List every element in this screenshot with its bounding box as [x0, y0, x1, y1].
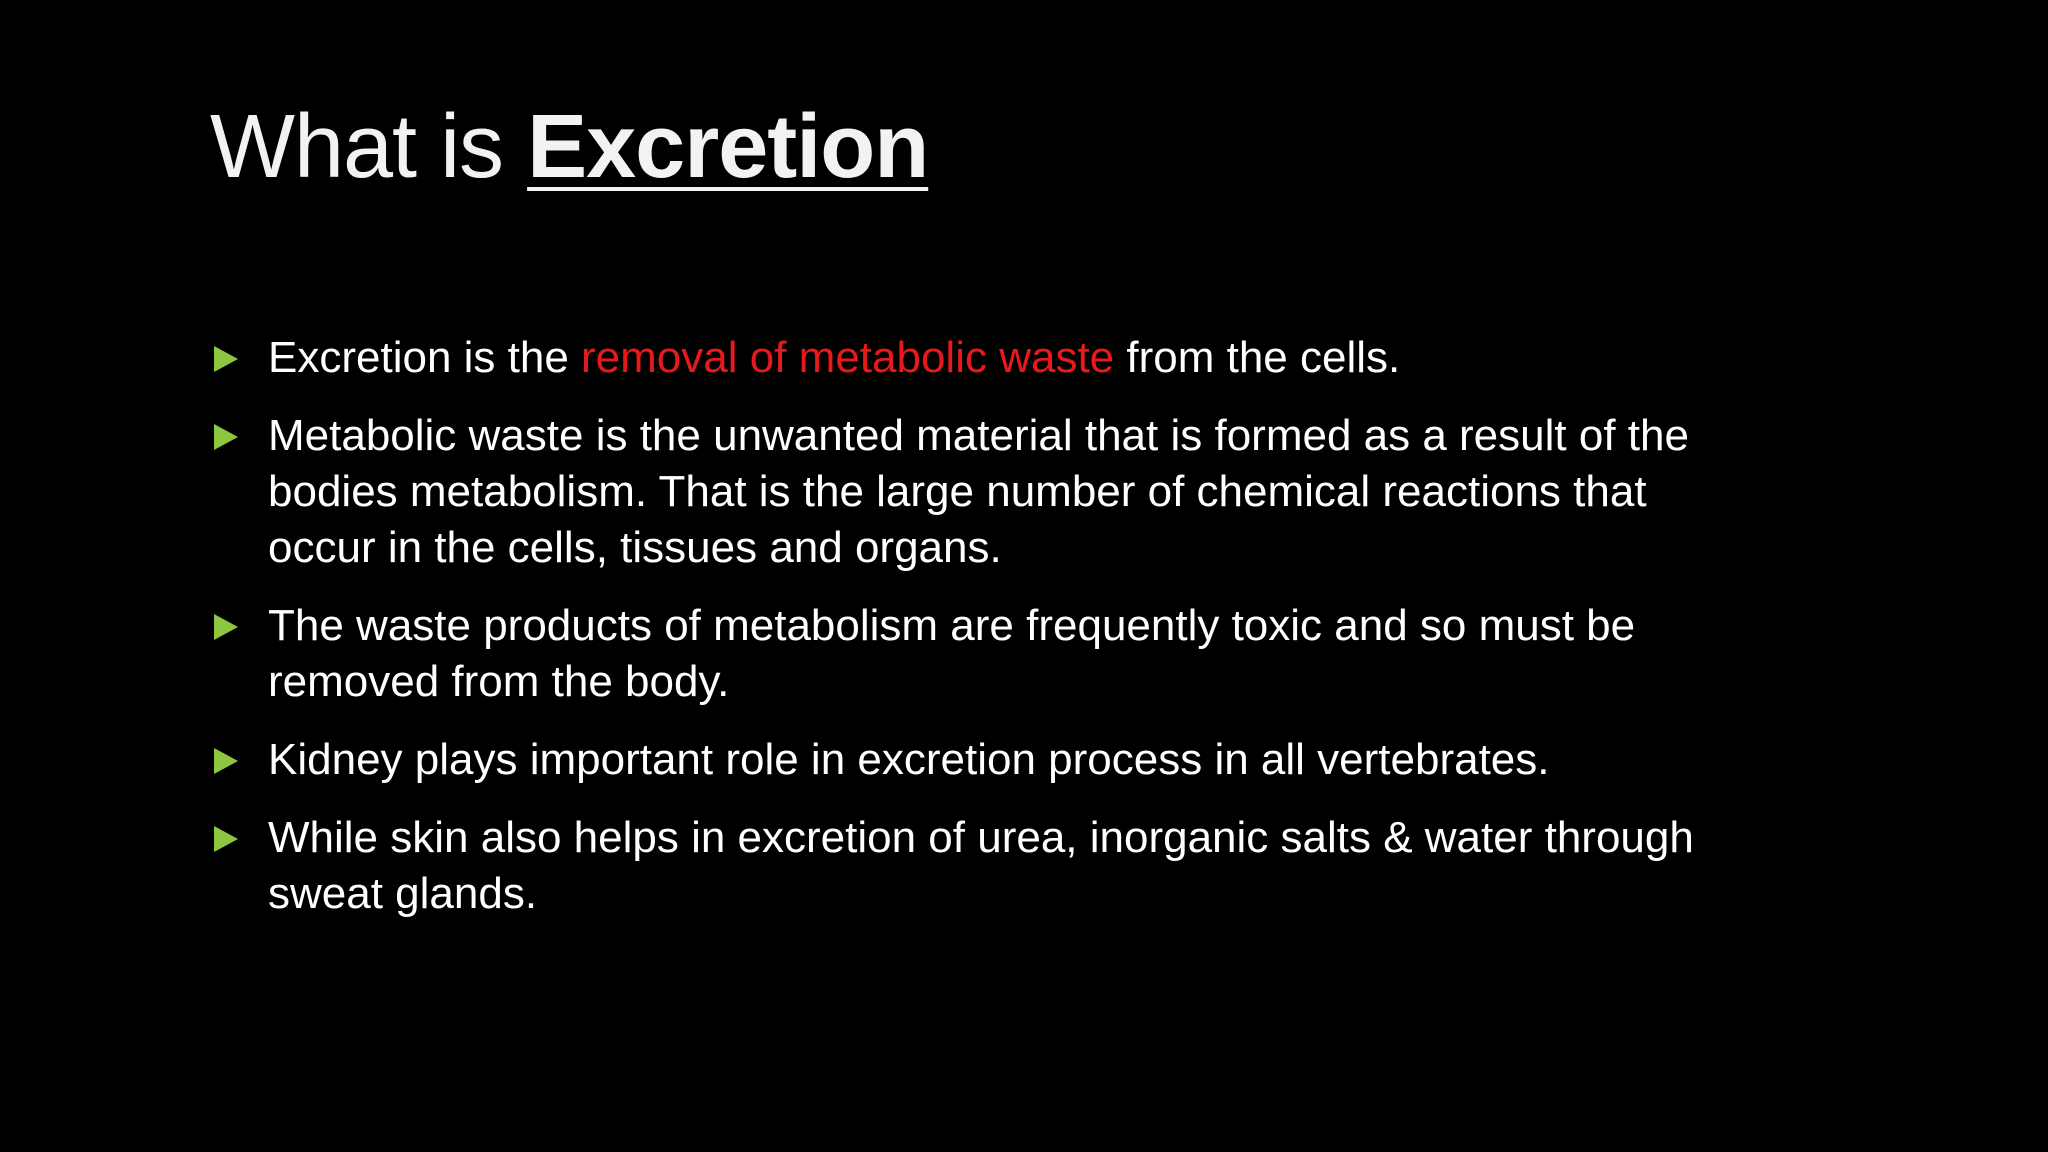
- bullet-text: Excretion is the: [268, 333, 582, 382]
- bullet-list: [210, 330, 1710, 944]
- bullet-item: [210, 330, 1710, 386]
- bullet-item: [210, 810, 1710, 922]
- bullet-highlight-text: removal of metabolic waste: [581, 333, 1115, 382]
- bullet-text: Kidney plays important role in excretion process in all vertebrates.: [268, 735, 1550, 784]
- title-prefix: What is: [210, 97, 528, 197]
- bullet-text: While skin also helps in excretion of urea, inorganic salts & water through sweat glands.: [268, 813, 1694, 918]
- arrow-bullet-icon: [214, 748, 238, 774]
- arrow-bullet-icon: [214, 826, 238, 852]
- arrow-bullet-icon: [214, 614, 238, 640]
- bullet-item: [210, 598, 1710, 710]
- arrow-bullet-icon: [214, 346, 238, 372]
- bullet-item: [210, 408, 1710, 576]
- arrow-bullet-icon: [214, 424, 238, 450]
- bullet-text: from the cells.: [1114, 333, 1401, 382]
- bullet-item: [210, 732, 1710, 788]
- bullet-text: Metabolic waste is the unwanted material that is formed as a result of the bodies metabolism. That is the large number of chemical reactions that occur in the cells, tissues and organs.: [268, 411, 1689, 572]
- title-emphasis: Excretion: [527, 97, 929, 197]
- bullet-text: The waste products of metabolism are frequently toxic and so must be removed from the body.: [268, 601, 1636, 706]
- slide-title: [210, 96, 928, 199]
